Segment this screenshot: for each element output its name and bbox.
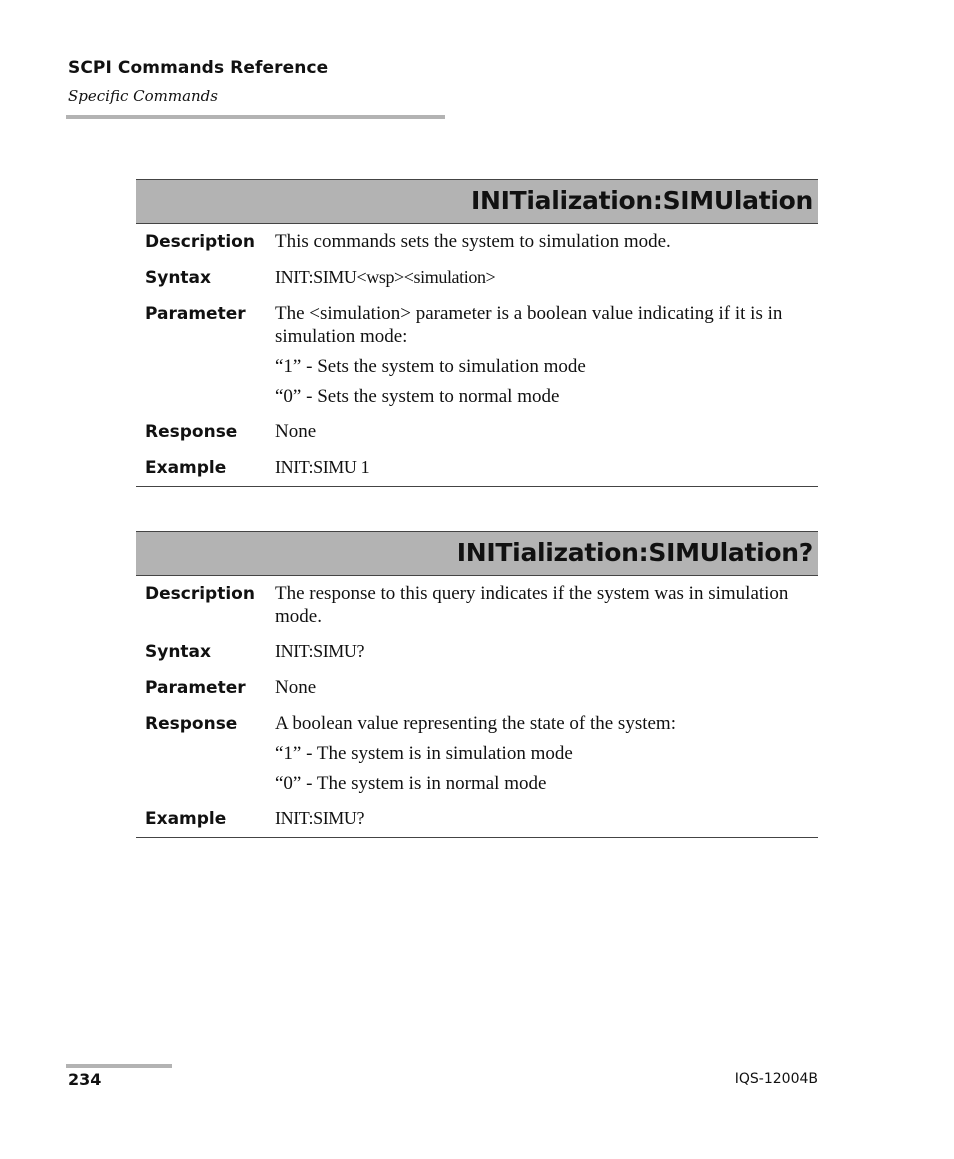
- value-line: “0” - The system is in normal mode: [275, 773, 547, 794]
- page-number: 234: [68, 1070, 102, 1089]
- syntax-line: INIT:SIMU<wsp><simulation>: [275, 267, 496, 287]
- command-table: [136, 576, 818, 838]
- row-syntax: [136, 266, 818, 290]
- row-parameter: [136, 676, 818, 700]
- value-line: None: [275, 421, 317, 442]
- row-label: Description: [145, 584, 255, 604]
- value-line: A boolean value representing the state of the system:: [275, 713, 676, 734]
- value-line: “1” - Sets the system to simulation mode: [275, 356, 586, 377]
- command-block-init-simu-query: [136, 531, 818, 838]
- row-label: Response: [145, 422, 238, 442]
- running-header-title: SCPI Commands Reference: [68, 58, 329, 78]
- value-line: “0” - Sets the system to normal mode: [275, 386, 560, 407]
- row-label: Syntax: [145, 642, 211, 662]
- command-block-init-simu: [136, 179, 818, 487]
- document-id: IQS-12004B: [734, 1071, 818, 1087]
- row-value: [275, 712, 818, 795]
- example-line: INIT:SIMU?: [275, 808, 365, 828]
- row-label: Example: [145, 458, 227, 478]
- command-title: INITialization:SIMUlation?: [136, 531, 818, 576]
- row-value: [275, 230, 818, 254]
- row-value: [275, 302, 818, 408]
- row-value: [275, 676, 818, 700]
- row-description: [136, 230, 818, 254]
- row-label: Response: [145, 714, 238, 734]
- row-value: [275, 807, 818, 831]
- row-response: [136, 712, 818, 795]
- row-syntax: [136, 640, 818, 664]
- row-value: [275, 420, 818, 444]
- row-parameter: [136, 302, 818, 408]
- example-line: INIT:SIMU 1: [275, 457, 370, 477]
- running-header-subtitle: Specific Commands: [68, 87, 218, 105]
- row-label: Syntax: [145, 268, 211, 288]
- row-value: [275, 582, 818, 628]
- row-value: [275, 640, 818, 664]
- row-example: [136, 456, 818, 480]
- row-label: Parameter: [145, 304, 246, 324]
- value-line: None: [275, 677, 317, 698]
- footer-divider: [66, 1064, 172, 1068]
- row-value: [275, 266, 818, 290]
- row-example: [136, 807, 818, 831]
- row-response: [136, 420, 818, 444]
- syntax-line: INIT:SIMU?: [275, 641, 365, 661]
- command-table: [136, 224, 818, 487]
- command-title: INITialization:SIMUlation: [136, 179, 818, 224]
- row-description: [136, 582, 818, 628]
- row-label: Example: [145, 809, 227, 829]
- value-line: The response to this query indicates if the system was in simulation mode.: [275, 583, 789, 627]
- value-line: This commands sets the system to simulation mode.: [275, 231, 671, 252]
- row-label: Parameter: [145, 678, 246, 698]
- row-value: [275, 456, 818, 480]
- row-label: Description: [145, 232, 255, 252]
- value-line: “1” - The system is in simulation mode: [275, 743, 573, 764]
- header-divider: [66, 115, 445, 119]
- value-line: The <simulation> parameter is a boolean value indicating if it is in simulation mode:: [275, 303, 783, 347]
